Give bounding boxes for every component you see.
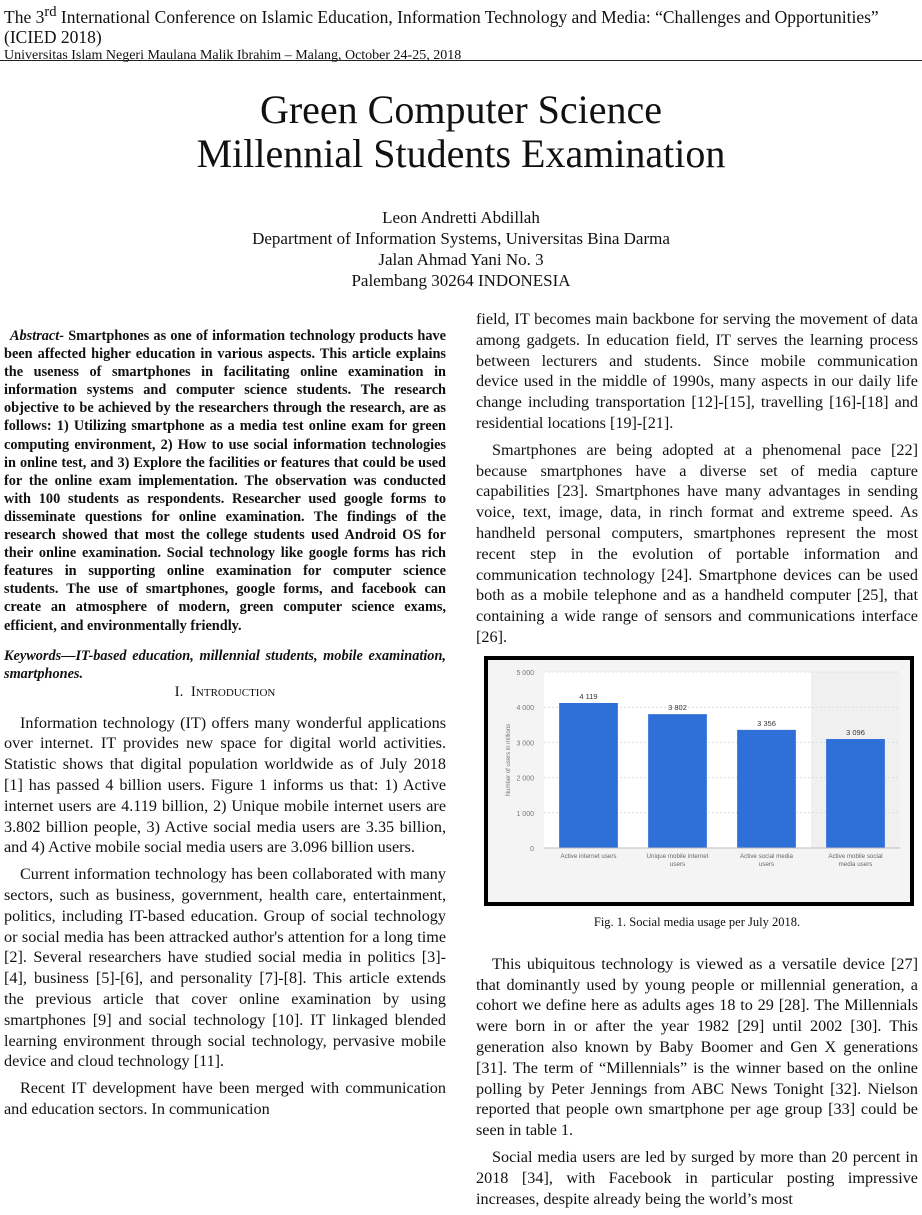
right-column [476,309,918,1215]
x-category-label: Active internet users [560,852,617,860]
y-tick-label: 3 000 [516,740,534,748]
bar-chart [488,660,910,902]
author-city: Palembang 30264 INDONESIA [351,271,571,290]
x-category-label: Unique mobile internet [646,852,709,860]
bar-value-label: 3 802 [668,702,687,712]
y-tick-label: 0 [530,845,534,853]
y-tick-label: 1 000 [516,810,534,818]
abstract: Abstract- Smartphones as one of information technology products have been affected higher education in various aspects. This article explains the useness of smartphones in facilitating online examination in information systems and computer science students. The research objective to be achieved by the researchers through the research, are as follows: 1) Utilizing smartphone as a media test online exam for green computing environment, 2) How to use social information technologies in online test, and 3) Explore the facilities or features that could be used for the online exam implementation. The observation was conducted with 100 students as respondents. Researcher used google forms to disseminate questions for online examination. The findings of the research showed that most the college students used Android OS for their online examination. Social technology like google forms has rich features in supporting online examination for computer science students. The use of smartphones, google forms, and facebook can create an atmosphere of modern, green computer science exams, efficient, and environmentally friendly. [4,328,446,634]
paragraph: Smartphones are being adopted at a phenomenal pace [22] because smartphones have a diverse set of media capture capabilities [23]. Smartphones have many advantages in sending voice, text, image, data, in rinch format and extreme speed. As handheld personal computers, smartphones represent the most recent step in the evolution of portable information and communication technology [24]. Smartphone devices can be used both as a mobile telephone and as a handheld computer [25], that containing a wide range of sensors and communications interface [26]. [476,440,918,646]
bar [648,714,707,848]
paragraph: Current information technology has been collaborated with many sectors, such as business, government, health care, entertainment, politics, including IT-based education. Group of social technology or social media has been attracked author's attention for a long time [2]. Several researchers have studied social media in politics [3]-[4], business [5]-[6], and personality [7]-[8]. This article extends the previous article that cover online examination by using smartphones [9] and social technology [10]. IT linkaged blended learning environment through social technology, pervasive mobile device and cloud technology [11]. [4,865,446,1071]
x-category-label: Active social media [740,852,793,860]
x-category-label: media users [838,860,873,868]
keywords: Keywords—IT-based education, millennial students, mobile examination, smartphones. [4,647,446,682]
author-street: Jalan Ahmad Yani No. 3 [378,250,544,269]
bar-value-label: 3 356 [757,718,776,728]
x-category-label: users [758,860,775,868]
section-heading-introduction: I. Introduction [174,683,276,700]
y-axis-label: Number of users in millions [506,723,512,796]
bar [559,703,618,848]
paragraph: Social media users are led by surged by more than 20 percent in 2018 [34], with Facebook in particular posting impressive increases, despite already being the world’s most [476,1147,918,1208]
bar [737,730,796,848]
paragraph: Recent IT development have been merged with communication and education sectors. In communication [4,1079,446,1118]
bar [826,739,885,848]
bar-value-label: 4 119 [579,691,598,701]
header-rule [0,60,922,61]
paragraph: This ubiquitous technology is viewed as a versatile device [27] that dominantly used by young people or millennial generation, a cohort we define here as adults ages 18 to 29 [28]. The Millennials were born in or after the year 1982 [29] until 2002 [30]. This generation also known by Baby Boomer and Gen X generations [31]. The term of “Millennials” is the winner based on the online polling by Peter Jennings from ABC News Tonight [32]. Nielson reported that people own smartphone per age group [33] could be seen in table 1. [476,954,918,1140]
paragraph: field, IT becomes main backbone for serving the movement of data among gadgets. In education field, IT serves the learning process between lecturers and students. Since mobile communication device used in the middle of 1990s, many aspects in our daily life change including transportation [12]-[15], travelling [16]-[18] and residential locations [19]-[21]. [476,310,918,432]
x-category-label: Active mobile social [828,852,883,860]
author-department: Department of Information Systems, Universitas Bina Darma [252,229,670,248]
y-tick-label: 2 000 [516,775,534,783]
conference-name: The 3rd International Conference on Islamic Education, Information Technology and Media: “Challenges and Opportunities” (ICIED 2018) [4,4,879,47]
figure-1 [484,656,914,906]
paragraph: Information technology (IT) offers many wonderful applications over internet. IT provides new space for digital world activities. Statistic shows that digital population worldwide as of July 2018 [1] has passed 4 billion users. Figure 1 informs us that: 1) Active internet users are 4.119 billion, 2) Unique mobile internet users are 3.802 billion people, 3) Active social media users are 3.35 billion, and 4) Active mobile social media users are 3.096 billion users. [4,713,446,857]
y-tick-label: 5 000 [516,669,534,677]
author-block [0,207,922,291]
bar-value-label: 3 096 [846,727,865,737]
conference-venue: Universitas Islam Negeri Maulana Malik Ibrahim – Malang, October 24-25, 2018 [4,47,462,63]
paper-title: Green Computer Science Millennial Students Examination [196,87,726,176]
figure-caption: Fig. 1. Social media usage per July 2018. [593,914,801,929]
y-tick-label: 4 000 [516,704,534,712]
conference-header [4,2,916,65]
x-category-label: users [669,860,686,868]
author-name: Leon Andretti Abdillah [382,208,540,227]
left-column [4,327,446,1126]
